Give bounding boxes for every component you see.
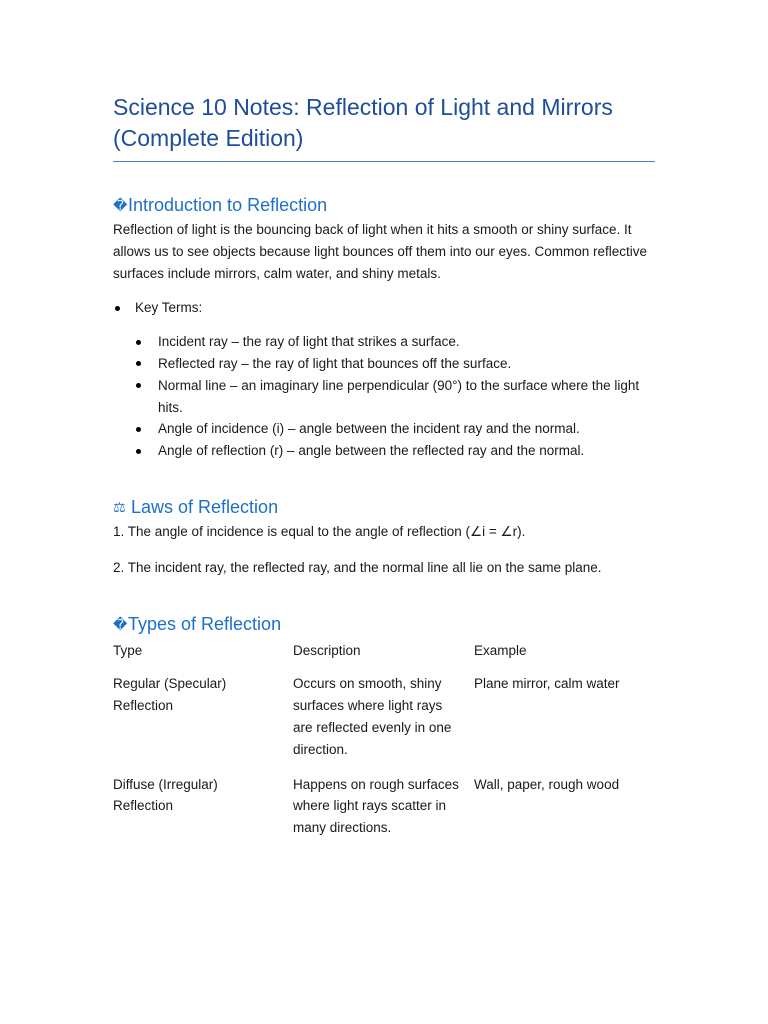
key-terms-list xyxy=(113,297,655,319)
term-text: Reflected ray – the ray of light that bounces off the surface. xyxy=(158,355,512,371)
table-cell: Plane mirror, calm water xyxy=(474,676,620,692)
list-item xyxy=(113,375,655,419)
intro-heading xyxy=(113,193,655,217)
table-cell: Diffuse (Irregular) Reflection xyxy=(113,776,218,814)
list-item xyxy=(113,353,655,375)
list-item xyxy=(113,297,655,319)
missing-glyph-icon: � xyxy=(113,615,128,632)
law-item-1: 1. The angle of incidence is equal to the angle of reflection (∠i = ∠r). xyxy=(113,523,526,539)
types-table xyxy=(113,640,655,852)
document-content xyxy=(113,92,655,852)
bullet-icon xyxy=(115,306,120,311)
list-item xyxy=(113,331,655,353)
intro-paragraph: Reflection of light is the bouncing back of light when it hits a smooth or shiny surface. It allows us to see objects because light bounces off them into our eyes. Common reflective surfaces include mirrors, calm water, and shiny metals. xyxy=(113,222,648,281)
column-header: Description xyxy=(293,642,361,658)
table-cell: Happens on rough surfaces where light rays scatter in many directions. xyxy=(293,776,459,836)
term-text: Normal line – an imaginary line perpendicular (90°) to the surface where the light hits. xyxy=(158,377,640,415)
key-terms-label: Key Terms: xyxy=(135,300,203,316)
list-item xyxy=(113,440,655,462)
table-cell: Wall, paper, rough wood xyxy=(474,776,620,792)
bullet-icon xyxy=(136,340,141,345)
table-row xyxy=(113,673,655,773)
scales-icon: ⚖ xyxy=(113,498,126,515)
terms-sublist xyxy=(113,331,655,462)
bullet-icon xyxy=(136,449,141,454)
table-row xyxy=(113,774,655,852)
bullet-icon xyxy=(136,361,141,366)
column-header: Example xyxy=(474,642,527,658)
term-text: Incident ray – the ray of light that strikes a surface. xyxy=(158,334,460,350)
bullet-icon xyxy=(136,427,141,432)
term-text: Angle of incidence (i) – angle between the incident ray and the normal. xyxy=(158,421,580,437)
intro-heading-text: Introduction to Reflection xyxy=(128,195,328,215)
page-title: Science 10 Notes: Reflection of Light and Mirrors (Complete Edition) xyxy=(113,92,655,162)
table-header-row xyxy=(113,640,655,674)
law-item-2: 2. The incident ray, the reflected ray, and the normal line all lie on the same plane. xyxy=(113,559,602,575)
column-header: Type xyxy=(113,642,143,658)
bullet-icon xyxy=(136,383,141,388)
laws-heading xyxy=(113,495,655,519)
types-heading xyxy=(113,612,655,636)
table-cell: Regular (Specular) Reflection xyxy=(113,676,227,714)
types-heading-text: Types of Reflection xyxy=(128,613,282,634)
missing-glyph-icon: � xyxy=(113,197,128,213)
list-item xyxy=(113,418,655,440)
term-text: Angle of reflection (r) – angle between the reflected ray and the normal. xyxy=(158,443,585,459)
table-cell: Occurs on smooth, shiny surfaces where light rays are reflected evenly in one direction. xyxy=(293,676,452,757)
laws-heading-text: Laws of Reflection xyxy=(131,496,279,517)
